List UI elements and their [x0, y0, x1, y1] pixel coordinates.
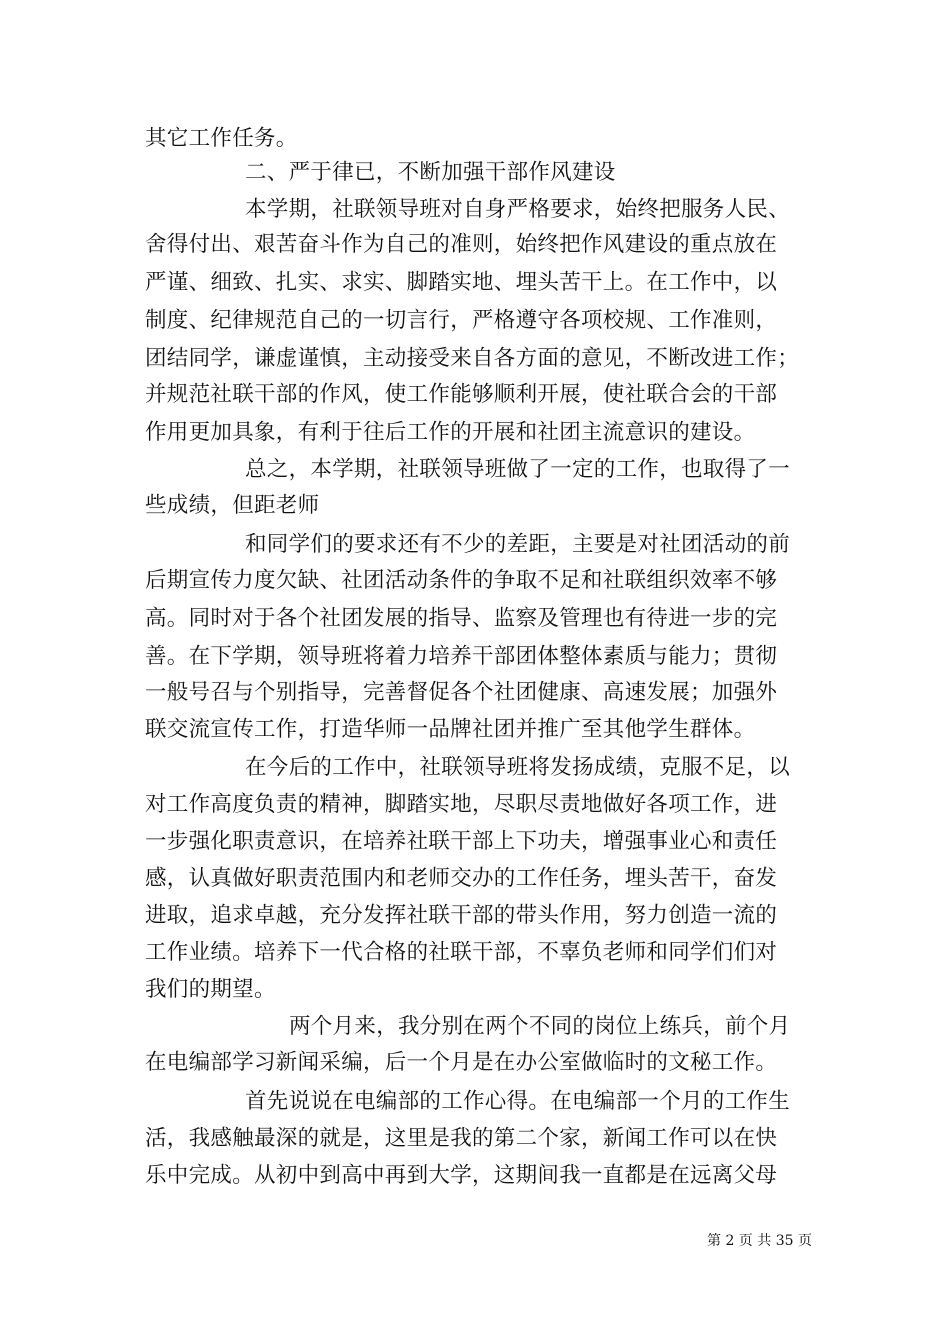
text-line: 一般号召与个别指导，完善督促各个社团健康、高速发展；加强外: [145, 680, 778, 705]
text-line: 感，认真做好职责范围内和老师交办的工作任务，埋头苦干，奋发: [145, 866, 778, 891]
text-line: 舍得付出、艰苦奋斗作为自己的准则，始终把作风建设的重点放在: [145, 232, 778, 257]
text-line: 活，我感触最深的就是，这里是我的第二个家，新闻工作可以在快: [145, 1126, 778, 1151]
text-line: 工作业绩。培养下一代合格的社联干部，不辜负老师和同学们们对: [145, 940, 778, 965]
text-line: 后期宣传力度欠缺、社团活动条件的争取不足和社联组织效率不够: [145, 568, 778, 593]
text-line: 我们的期望。: [145, 977, 276, 1002]
text-line: 进取，追求卓越，充分发挥社联干部的带头作用，努力创造一流的: [145, 903, 778, 928]
text-line: 作用更加具象，有利于往后工作的开展和社团主流意识的建设。: [145, 420, 756, 445]
page-number: 第 2 页 共 35 页: [707, 1233, 812, 1249]
text-line: 两个月来，我分别在两个不同的岗位上练兵，前个月: [289, 1014, 791, 1039]
text-line: 联交流宣传工作，打造华师一品牌社团并推广至其他学生群体。: [145, 717, 756, 742]
text-line: 些成绩，但距老师: [145, 493, 320, 518]
text-line: 团结同学，谦虚谨慎，主动接受来自各方面的意见，不断改进工作；: [145, 346, 800, 371]
text-line: 其它工作任务。: [145, 126, 298, 151]
text-line: 首先说说在电编部的工作心得。在电编部一个月的工作生: [245, 1089, 791, 1114]
text-line: 善。在下学期，领导班将着力培养干部团体整体素质与能力；贯彻: [145, 644, 778, 669]
text-line: 一步强化职责意识，在培养社联干部上下功夫，增强事业心和责任: [145, 829, 778, 854]
text-line: 乐中完成。从初中到高中再到大学，这期间我一直都是在远离父母: [145, 1163, 778, 1188]
text-line: 总之，本学期，社联领导班做了一定的工作，也取得了一: [245, 457, 791, 482]
text-line: 在今后的工作中，社联领导班将发扬成绩，克服不足，以: [245, 755, 791, 780]
text-line: 对工作高度负责的精神，脚踏实地，尽职尽责地做好各项工作，进: [145, 792, 778, 817]
text-line: 严谨、细致、扎实、求实、脚踏实地、埋头苦干上。在工作中，以: [145, 270, 778, 295]
text-line: 制度、纪律规范自己的一切言行，严格遵守各项校规、工作准则，: [145, 308, 778, 333]
section-heading: 二、严于律已，不断加强干部作风建设: [245, 160, 616, 185]
text-line: 高。同时对于各个社团发展的指导、监察及管理也有待进一步的完: [145, 606, 778, 631]
text-line: 并规范社联干部的作风，使工作能够顺利开展，使社联合会的干部: [145, 382, 778, 407]
text-line: 在电编部学习新闻采编，后一个月是在办公室做临时的文秘工作。: [145, 1050, 778, 1075]
text-line: 和同学们的要求还有不少的差距，主要是对社团活动的前: [245, 532, 791, 557]
text-line: 本学期，社联领导班对自身严格要求，始终把服务人民、: [245, 197, 791, 222]
